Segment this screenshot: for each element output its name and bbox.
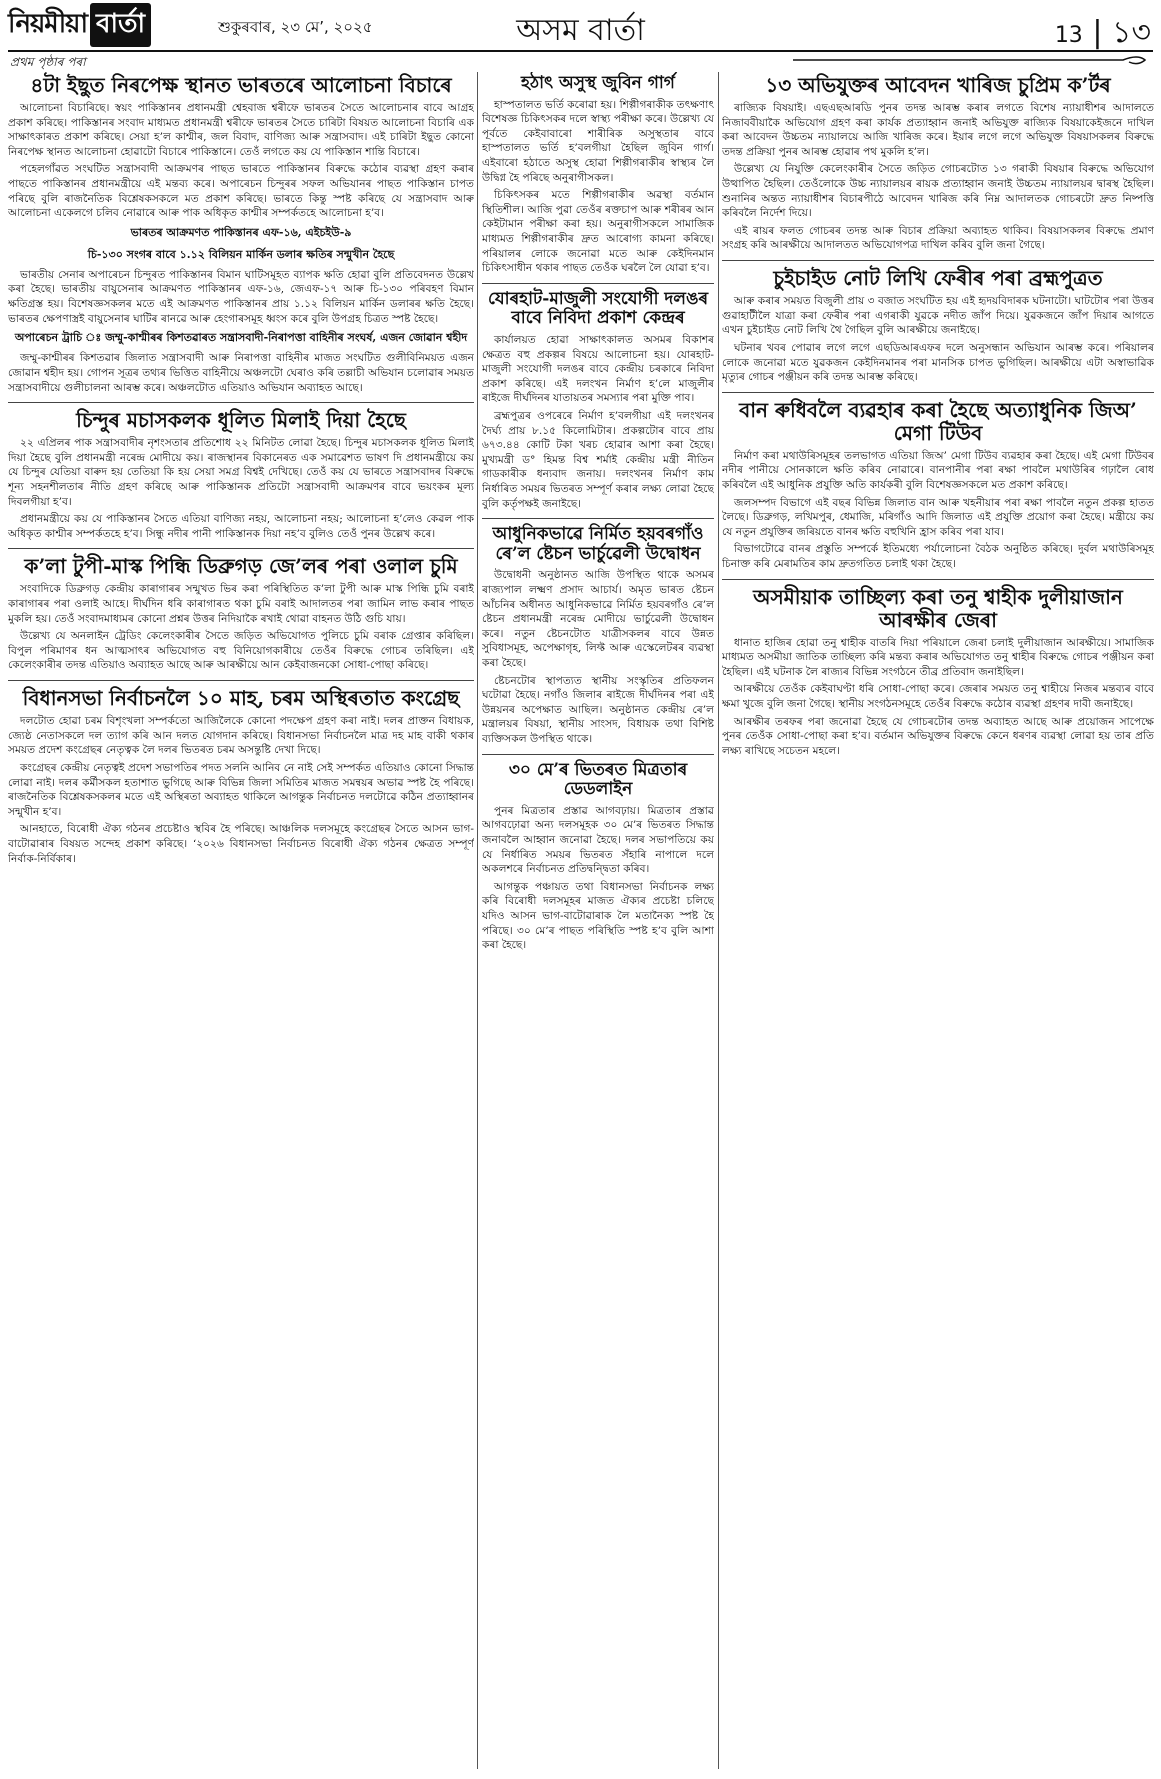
section-title: অসম বাৰ্তা xyxy=(516,13,645,48)
decorative-swirl-icon xyxy=(793,52,1153,68)
continued-from-front-label: প্ৰথম পৃষ্ঠাৰ পৰা xyxy=(10,55,86,69)
article-majuli-bridge xyxy=(482,290,714,519)
article-paragraph: আৰু কৰাৰ সময়ত বিজুলী প্ৰায় ৩ বজাত সংঘটিত হয় এই হৃদয়বিদাৰক ঘটনাটো। ঘাটটোৰ পৰা উত্তৰ গুৱাহাটীলৈ যাত্ৰা কৰা ফেৰীৰ পৰা এগৰাকী যুৱকে নদীত জাঁপ দিয়ে। যুৱকজনে জাঁপ দিয়াৰ আগতে এখন চুইচাইড নোট লিখি থৈ গৈছিল বুলি আৰক্ষীয়ে জনাইছে। xyxy=(722,295,1154,337)
article-paragraph: এই ৰায়ৰ ফলত গোচৰৰ তদন্ত আৰু বিচাৰ প্ৰক্ৰিয়া অব্যাহত থাকিব। বিষয়াসকলৰ বিৰুদ্ধে প্ৰমাণ সংগ্ৰহ কৰি আৰক্ষীয়ে আদালতত অভিযোগপত্ৰ দাখিল কৰিব বুলি জনা গৈছে। xyxy=(722,224,1154,252)
article-congress xyxy=(8,687,474,873)
headline: ক’লা টুপী-মাস্ক পিন্ধি ডিব্ৰুগড় জে’লৰ পৰা ওলাল চুমি xyxy=(24,554,458,579)
subheading: চি-১৩০ সংগৰ বাবে ১.১২ বিলিয়ন মাৰ্কিন ডলাৰ ক্ষতিৰ সন্মুখীন হৈছে xyxy=(87,247,395,261)
headline: বান ৰুধিবলৈ ব্যৱহাৰ কৰা হৈছে অত্যাধুনিক জিঅ’ মেগা টিউব xyxy=(739,397,1137,445)
article-paragraph: আলোচনা বিচাৰিছে। স্বয়ং পাকিস্তানৰ প্ৰধানমন্ত্ৰী শ্বেহবাজ শ্বৰীফে ভাৰতৰ সৈতে আলোচনাৰ বাবে আগ্ৰহ প্ৰকাশ কৰিছে। পাকিস্তানৰ সংবাদ মাধ্যমত প্ৰধানমন্ত্ৰী শ্বৰীফে ভাৰতৰ সৈতে চাৰিটা বিষয়ত আলোচনা বিচাৰি এক সাক্ষাৎকাৰত প্ৰকাশ কৰিছে। সেয়া হ’ল কাশ্মীৰ, জল বিবাদ, বাণিজ্য আৰু সন্ত্ৰাসবাদ। এই চাৰিটা ইছুত কোনো নিৰপেক্ষ স্থানত আলোচনা হোৱাটো বিচাৰে পাকিস্তানে। তেওঁ লগতে কয় যে পাকিস্তান শান্তি বিচাৰে। xyxy=(8,102,474,158)
article-paragraph: ধানাত হাজিৰ হোৱা তনু শ্বাহীক বাতৰি দিয়া পৰিয়ালে জেৰা চলাই দুলীয়াজান আৰক্ষীয়ে। সামাজিক মাধ্যমত অসমীয়া জাতিক তাচ্ছিল্য কৰি মন্তব্য কৰাৰ অভিযোগত তনু শ্বাহীৰ বিৰুদ্ধে গোচৰ পঞ্জীয়ন কৰা হৈছিল। এই ঘটনাক লৈ ৰাজ্যৰ বিভিন্ন সংগঠনে তীব্ৰ প্ৰতিবাদ জনাইছিল। xyxy=(722,636,1154,678)
article-paragraph: উদ্বোধনী অনুষ্ঠানত আজি উপস্থিত থাকে অসমৰ ৰাজ্যপাল লক্ষ্মণ প্ৰসাদ আচাৰ্য। অমৃত ভাৰত ষ্টেচন আঁচনিৰ অধীনত আধুনিকভাৱে নিৰ্মিত হয়বৰগাঁও ৰে’ল ষ্টেচন প্ৰধানমন্ত্ৰী নৰেন্দ্ৰ মোদীয়ে ভাৰ্চুৱেলী উদ্বোধন কৰে। নতুন ষ্টেচনটোত যাত্ৰীসকলৰ বাবে উন্নত সুবিধাসমূহ, অপেক্ষাগৃহ, লিফ্ট আৰু এস্কেলেটৰৰ ব্যৱস্থা কৰা হৈছে। xyxy=(482,569,714,670)
article-tanu-shahi xyxy=(722,586,1154,766)
headline: ৩০ মে’ৰ ভিতৰত মিত্ৰতাৰ ডেডলাইন xyxy=(508,759,688,800)
article-paragraph: দলটোত হোৱা চৰম বিশৃংখলা সম্পৰ্কতো আজিলৈকে কোনো পদক্ষেপ গ্ৰহণ কৰা নাই। দলৰ প্ৰাক্তন বিধায়ক, জ্যেষ্ঠ নেতাসকলে দল ত্যাগ কৰি আন দলত যোগদান কৰিছে। বিধানসভা নিৰ্বাচনলৈ মাত্ৰ দহ মাহ বাকী থকাৰ সময়ত প্ৰদেশ কংগ্ৰেছৰ নেতৃত্বক লৈ দলৰ ভিতৰত চৰম অসন্তুষ্টি দেখা দিছে। xyxy=(8,715,474,757)
article-paragraph: ২২ এপ্ৰিলৰ পাক সন্ত্ৰাসবাদীৰ নৃশংসতাৰ প্ৰতিশোধ ২২ মিনিটত লোৱা হৈছে। চিন্দুৰ মচাসকলক ধূলিত মিলাই দিয়া হৈছে বুলি প্ৰধানমন্ত্ৰী নৰেন্দ্ৰ মোদীয়ে কয়। ৰাজস্থানৰ বিকানেৰত এক সমাৱেশত ভাষণ দি প্ৰধানমন্ত্ৰীয়ে কয় যে চিন্দুৰ যেতিয়া বাৰুদ হয় তেতিয়া কি হয় সেয়া সমগ্ৰ বিশ্বই দেখিছে। তেওঁ কয় যে ভাৰতে সন্ত্ৰাসবাদৰ বিৰুদ্ধে শূন্য সহনশীলতাৰ নীতি গ্ৰহণ কৰিছে আৰু পাকিস্তানক প্ৰতিটো সন্ত্ৰাসবাদী আক্ৰমণৰ বাবে ভয়ংকৰ মূল্য দিবলগীয়া হ’ব। xyxy=(8,437,474,508)
article-ferry-suicide xyxy=(722,267,1154,393)
article-paragraph: হাস্পতালত ভৰ্তি কৰোৱা হয়। শিল্পীগৰাকীক তৎক্ষণাৎ বিশেষজ্ঞ চিকিৎসকৰ দলে স্বাস্থ্য পৰীক্ষা কৰে। উল্লেখ্য যে পূৰ্বতে কেইবাবাৰো শাৰীৰিক অসুস্থতাৰ বাবে হাস্পতালত ভৰ্তি হ’বলগীয়া হৈছিল জুবিন গাৰ্গ। এইবাৰো হঠাতে অসুস্থ হোৱা শিল্পীগৰাকীৰ স্বাস্থ্যৰ লৈ উদ্বিগ্ন হৈ পৰিছে অনুৰাগীসকল। xyxy=(482,98,714,184)
article-alliance-deadline xyxy=(482,761,714,960)
headline: হঠাৎ অসুস্থ জুবিন গাৰ্গ xyxy=(521,73,675,93)
article-paragraph: বিভাগটোৱে বানৰ প্ৰস্তুতি সম্পৰ্কে ইতিমধ্যে পৰ্যালোচনা বৈঠক অনুষ্ঠিত কৰিছে। দুৰ্বল মথাউৰিসমূহ চিনাক্ত কৰি মেৰামতিৰ কাম দ্ৰুতগতিত চলাই থকা হৈছে। xyxy=(722,543,1154,571)
article-paragraph: আৰক্ষীৰ তৰফৰ পৰা জনোৱা হৈছে যে গোচৰটোৰ তদন্ত অব্যাহত আছে আৰু প্ৰয়োজন সাপেক্ষে পুনৰ তেওঁক সোধা-পোছা কৰা হ’ব। বৰ্তমান অভিযুক্তৰ বিৰুদ্ধে কেনে ধৰণৰ ব্যৱস্থা লোৱা হয় তাৰ প্ৰতি লক্ষ্য ৰাখিছে সচেতন মহলে। xyxy=(722,715,1154,757)
article-paragraph: সংবাদিকে ডিব্ৰুগড় কেন্দ্ৰীয় কাৰাগাৰৰ সন্মুখত ভিৰ কৰা পৰিস্থিতিত ক’লা টুপী আৰু মাস্ক পিন্ধি চুমি বৰাই কাৰাগাৰৰ পৰা ওলাই আহে। দীৰ্ঘদিন ধৰি কাৰাগাৰত থকা চুমি বৰাই আদালতৰ পৰা জামিন লাভ কৰাৰ পাছত মুকলি হয়। তেওঁ সংবাদমাধ্যমৰ কোনো প্ৰশ্নৰ উত্তৰ নিদিয়াকৈ ৰখাই থোৱা বাহনত উঠি গুচি যায়। xyxy=(8,583,474,625)
page-number-divider: | xyxy=(1092,15,1103,50)
logo-right-text: বাৰ্তা xyxy=(90,3,151,47)
article-paragraph: ৰাজ্যিক বিষয়াই। এছএছআৰডি পুনৰ তদন্ত আৰম্ভ কৰাৰ লগতে বিশেষ ন্যায়াধীশৰ আদালতে নিজাববীয়াকৈ অভিযোগ গ্ৰহণ কৰা কাৰ্যক প্ৰত্যাহ্বান জনাই অভিযুক্ত ৰাজ্যিক বিষয়াকেইজনে দাখিল কৰা আবেদন উচ্চতম ন্যায়ালয়ে আজি খাৰিজ কৰে। ইয়াৰ লগে লগে অভিযুক্ত বিষয়াসকলৰ বিৰুদ্ধে তদন্ত প্ৰক্ৰিয়া পুনৰ আৰম্ভ হোৱাৰ পথ মুকলি হ’ল। xyxy=(722,102,1154,158)
column-divider xyxy=(718,72,719,1769)
article-zubeen-garg xyxy=(482,74,714,284)
article-paragraph: জলসম্পদ বিভাগে এই বছৰ বিভিন্ন জিলাত বান আৰু খহনীয়াৰ পৰা ৰক্ষা পাবলৈ নতুন প্ৰকল্প হাতত লৈছে। ডিব্ৰুগড়, লখিমপুৰ, ধেমাজি, মৰিগাঁও আদি জিলাত এই প্ৰযুক্তি প্ৰয়োগ কৰা হৈছে। মন্ত্ৰীয়ে কয় যে নতুন প্ৰযুক্তিৰ জৰিয়তে বানৰ ক্ষতি বহুখিনি হ্ৰাস কৰিব পৰা যাব। xyxy=(722,496,1154,538)
column-right xyxy=(722,72,1154,1769)
column-divider xyxy=(477,72,478,1769)
article-paragraph: আনহাতে, বিৰোধী ঐক্য গঠনৰ প্ৰচেষ্টাও স্থবিৰ হৈ পৰিছে। আঞ্চলিক দলসমূহে কংগ্ৰেছৰ সৈতে আসন ভাগ-বাটোৱাৰাৰ বিষয়ত সন্দেহ প্ৰকাশ কৰিছে। ‘২০২৬ বিধানসভা নিৰ্বাচনত বিৰোধী ঐক্য গঠনৰ ক্ষেত্ৰত সম্পূৰ্ণ নিৰ্বাক-নিৰ্বিকাৰ। xyxy=(8,823,474,865)
headline: যোৰহাট-মাজুলী সংযোগী দলঙৰ বাবে নিবিদা প্ৰকাশ কেন্দ্ৰৰ xyxy=(487,288,709,329)
subheading: ভাৰতৰ আক্ৰমণত পাকিস্তানৰ এফ-১৬, এইচইউ-৯ xyxy=(130,225,352,239)
article-paragraph: আৰক্ষীয়ে তেওঁক কেইবাঘণ্টা ধৰি সোধা-পোছা কৰে। জেৰাৰ সময়ত তনু শ্বাহীয়ে নিজৰ মন্তব্যৰ বাবে ক্ষমা খুজে বুলি জনা গৈছে। স্থানীয় সংগঠনসমূহে তেওঁৰ বিৰুদ্ধে কঠোৰ ব্যৱস্থা গ্ৰহণৰ দাবী জনাইছে। xyxy=(722,683,1154,711)
headline: চুইচাইড নোট লিখি ফেৰীৰ পৰা ব্ৰহ্মপুত্ৰত xyxy=(773,266,1103,291)
masthead xyxy=(0,0,1161,52)
issue-date: শুকুৰবাৰ, ২৩ মে’, ২০২৫ xyxy=(218,18,373,36)
article-india-talks xyxy=(8,74,474,403)
headline: আধুনিকভাৱে নিৰ্মিত হয়বৰগাঁও ৰে’ল ষ্টেচন ভাৰ্চুৱেলী উদ্বোধন xyxy=(492,524,704,564)
article-paragraph: চিকিৎসকৰ মতে শিল্পীগৰাকীৰ অৱস্থা বৰ্তমান স্থিতিশীল। আজি পুৱা তেওঁৰ ৰক্তচাপ আৰু শৰীৰৰ আন কেইটামান পৰীক্ষা কৰা হয়। অনুৰাগীসকলে সামাজিক মাধ্যমত শিল্পীগৰাকীৰ দ্ৰুত আৰোগ্য কামনা কৰিছে। পৰিয়ালৰ লোকে জনোৱা মতে আৰু কেইদিনমান চিকিৎসাধীন থকাৰ পাছত তেওঁক ঘৰলৈ লৈ যোৱা হ’ব। xyxy=(482,189,714,275)
article-paragraph: ভাৰতীয় সেনাৰ অপাৰেচন চিন্দুৰত পাকিস্তানৰ বিমান ঘাটিসমূহত ব্যাপক ক্ষতি হোৱা বুলি প্ৰতিবেদনত উল্লেখ কৰা হৈছে। ভাৰতীয় বায়ুসেনাৰ আক্ৰমণত পাকিস্তানৰ এফ-১৬, জেএফ-১৭ আৰু চি-১৩০ পৰিবহণ বিমান ক্ষতিগ্ৰস্ত হয়। বিশেষজ্ঞসকলৰ মতে এই আক্ৰমণত পাকিস্তানৰ প্ৰায় ১.১২ বিলিয়ন মাৰ্কিন ডলাৰৰ ক্ষতি হৈছে। ভাৰতৰ ক্ষেপণাস্ত্ৰই বায়ুসেনাৰ ঘাটিৰ ৰানৱে আৰু হেংগাৰসমূহ ধ্বংস কৰে বুলি উপগ্ৰহ চিত্ৰত স্পষ্ট হৈছে। xyxy=(8,268,474,325)
article-geo-mega-tube xyxy=(722,399,1154,580)
article-paragraph: উল্লেখ্য যে অনলাইন ট্ৰেডিং কেলেংকাৰীৰ সৈতে জড়িত অভিযোগত পুলিচে চুমি বৰাক গ্ৰেপ্তাৰ কৰিছিল। বিপুল পৰিমাণৰ ধন আত্মসাৎৰ অভিযোগত বহু বিনিয়োগকাৰীয়ে তেওঁৰ বিৰুদ্ধে গোচৰ তৰিছিল। এই কেলেংকাৰীৰ তদন্ত এতিয়াও অব্যাহত আছে আৰু আৰক্ষীয়ে আন কেইবাজনকো সোধা-পোছা কৰিছে। xyxy=(8,630,474,672)
article-paragraph: নিৰ্মাণ কৰা মথাউৰিসমূহৰ তলভাগত এতিয়া জিঅ’ মেগা টিউব ব্যৱহাৰ কৰা হৈছে। এই মেগা টিউবৰ নদীৰ পানীয়ে সোনকালে ক্ষতি কৰিব নোৱাৰে। বানপানীৰ পৰা ৰক্ষা পাবলৈ মথাউৰিৰ গঢ়ালৈ ৰোধ কৰিবলৈ এই আধুনিক প্ৰযুক্তি অতি কাৰ্যকৰী বুলি বিশেষজ্ঞসকলে মত প্ৰকাশ কৰিছে। xyxy=(722,449,1154,491)
headline: ১৩ অভিযুক্তৰ আবেদন খাৰিজ চুপ্ৰিম ক’ৰ্টৰ xyxy=(765,73,1111,97)
logo-left-text: নিয়মীয়া xyxy=(8,9,88,39)
article-paragraph: প্ৰধানমন্ত্ৰীয়ে কয় যে পাকিস্তানৰ সৈতে এতিয়া বাণিজ্য নহয়, আলোচনা নহয়; আলোচনা হ’লেও কেৱল পাক অধিকৃত কাশ্মীৰ সম্পৰ্কতহে হ’ব। সিন্ধু নদীৰ পানী পাকিস্তানক দিয়া নহ’ব বুলিও তেওঁ পুনৰ উল্লেখ কৰে। xyxy=(8,513,474,540)
article-paragraph: পুনৰ মিত্ৰতাৰ প্ৰস্তাৱ আগবঢ়ায়। মিত্ৰতাৰ প্ৰস্তাৱ আগবঢ়োৱা অন্য দলসমূহক ৩০ মে’ৰ ভিতৰত সিদ্ধান্ত জনাবলৈ আহ্বান জনোৱা হৈছে। দলৰ সভাপতিয়ে কয় যে নিৰ্ধাৰিত সময়ৰ ভিতৰত সঁহাৰি নাপালে দলে অকলশৰে নিৰ্বাচনত প্ৰতিদ্বন্দ্বিতা কৰিব। xyxy=(482,804,714,876)
article-paragraph: কাৰ্যালয়ত হোৱা সাক্ষাৎকালত অসমৰ বিকাশৰ ক্ষেত্ৰত বহু প্ৰকল্পৰ বিষয়ে আলোচনা হয়। যোৰহাট-মাজুলী সংযোগী দলঙৰ বাবে কেন্দ্ৰীয় চৰকাৰে নিবিদা প্ৰকাশ কৰিছে। এই দলংখন নিৰ্মাণ হ’লে মাজুলীৰ ৰাইজে দীৰ্ঘদিনৰ যাতায়তৰ সমস্যাৰ পৰা মুক্তি পাব। xyxy=(482,333,714,405)
headline: বিধানসভা নিৰ্বাচনলৈ ১০ মাহ, চৰম অস্থিৰতাত কংগ্ৰেছ xyxy=(22,686,460,711)
column-left xyxy=(8,72,474,1769)
article-supreme-court xyxy=(722,74,1154,261)
page-number-latin: 13 xyxy=(1054,23,1083,48)
article-paragraph: ব্ৰহ্মপুত্ৰৰ ওপৰেৰে নিৰ্মাণ হ’বলগীয়া এই দলংখনৰ দৈৰ্ঘ্য প্ৰায় ৮.১৫ কিলোমিটাৰ। প্ৰকল্পটোৰ বাবে প্ৰায় ৬৭৩.৪৪ কোটি টকা খৰচ হোৱাৰ আশা কৰা হৈছে। মুখ্যমন্ত্ৰী ড° হিমন্ত বিশ্ব শৰ্মাই কেন্দ্ৰীয় মন্ত্ৰী নীতিন গাডকাৰীক ধন্যবাদ জনায়। দলংখনৰ নিৰ্মাণ কাম নিৰ্ধাৰিত সময়ৰ ভিতৰত সম্পূৰ্ণ কৰাৰ লক্ষ্য লোৱা হৈছে বুলি কৰ্তৃপক্ষই জনাইছে। xyxy=(482,410,714,510)
article-paragraph: পহেলগাঁৱত সংঘটিত সন্ত্ৰাসবাদী আক্ৰমণৰ পাছত ভাৰতে পাকিস্তানৰ বিৰুদ্ধে কঠোৰ ব্যৱস্থা গ্ৰহণ কৰাৰ পাছতে পাকিস্তানৰ প্ৰধানমন্ত্ৰীয়ে এই মন্তব্য কৰে। অপাৰেচন চিন্দুৰৰ সফল অভিযানৰ পাছত পাকিস্তান চাপত পৰিছে বুলি ৰাজনৈতিক বিশ্লেষকসকলে মত প্ৰকাশ কৰিছে। ভাৰতে কিন্তু স্পষ্ট কৰিছে যে সন্ত্ৰাসবাদ আৰু আলোচনা একেলগে চলিব নোৱাৰে আৰু পাক অধিকৃত কাশ্মীৰ সম্পৰ্কতহে আলোচনা হ’ব। xyxy=(8,163,474,220)
article-paragraph: উল্লেখ্য যে নিযুক্তি কেলেংকাৰীৰ সৈতে জড়িত গোচৰটোত ১৩ গৰাকী বিষয়াৰ বিৰুদ্ধে অভিযোগ উত্থাপিত হৈছিল। তেওঁলোকে উচ্চ ন্যায়ালয়ৰ ৰায়ক প্ৰত্যাহ্বান জনাই উচ্চতম ন্যায়ালয়ৰ দ্বাৰস্থ হৈছিল। শুনানিৰ অন্তত ন্যায়াধীশৰ বিচাৰপীঠে আবেদন খাৰিজ কৰি নিম্ন আদালতক গোচৰটো দ্ৰুত নিষ্পত্তি কৰিবলৈ নিৰ্দেশ দিয়ে। xyxy=(722,163,1154,220)
column-middle xyxy=(482,72,714,1769)
headline: চিন্দুৰ মচাসকলক ধূলিত মিলাই দিয়া হৈছে xyxy=(76,408,406,433)
headline: অসমীয়াক তাচ্ছিল্য কৰা তনু শ্বাহীক দুলীয়াজান আৰক্ষীৰ জেৰা xyxy=(753,584,1123,632)
article-paragraph: কংগ্ৰেছৰ কেন্দ্ৰীয় নেতৃত্বই প্ৰদেশ সভাপতিৰ পদত সলনি আনিব নে নাই সেই সম্পৰ্কত এতিয়াও কোনো সিদ্ধান্ত লোৱা নাই। দলৰ কৰ্মীসকল হতাশাত ভুগিছে আৰু বিভিন্ন জিলা সমিতিৰ মাজত সমন্বয়ৰ অভাৱ স্পষ্ট হৈ পৰিছে। ৰাজনৈতিক বিশ্লেষকসকলৰ মতে এই অস্থিৰতা অব্যাহত থাকিলে আগন্তুক নিৰ্বাচনত দলটোৱে কঠিন প্ৰত্যাহ্বানৰ সন্মুখীন হ’ব। xyxy=(8,761,474,818)
page-number-assamese: ১৩ xyxy=(1112,15,1151,50)
subheading: অপাৰেচন ট্ৰাচি ঃ জম্মু-কাশ্মীৰৰ কিশতৱাৰত সন্ত্ৰাসবাদী-নিৰাপত্তা বাহিনীৰ সংঘৰ্ষ, এজন জোৱান শ্বহীদ xyxy=(14,331,468,345)
article-paragraph: জম্মু-কাশ্মীৰৰ কিশতৱাৰ জিলাত সন্ত্ৰাসবাদী আৰু নিৰাপত্তা বাহিনীৰ মাজত সংঘটিত গুলীবিনিময়ত এজন জোৱান শ্বহীদ হয়। গোপন সূত্ৰৰ তথ্যৰ ভিত্তিত বাহিনীয়ে অঞ্চলটো ঘেৰাও কৰি তল্লাচী অভিযান চলোৱাৰ সময়ত সন্ত্ৰাসবাদীয়ে গুলীচালনা আৰম্ভ কৰে। অঞ্চলটোত এতিয়াও অভিযান অব্যাহত আছে। xyxy=(8,352,474,394)
headline: ৪টা ইছুত নিৰপেক্ষ স্থানত ভাৰতৰে আলোচনা বিচাৰে xyxy=(30,73,452,97)
article-sindoor xyxy=(8,409,474,549)
article-haiborgaon-station xyxy=(482,525,714,754)
article-paragraph: আগন্তুক পঞ্চায়ত তথা বিধানসভা নিৰ্বাচনক লক্ষ্য কৰি বিৰোধী দলসমূহৰ মাজত ঐক্যৰ প্ৰচেষ্টা চলিছে যদিও আসন ভাগ-বাটোৱাৰাক লৈ মতানৈক্য স্পষ্ট হৈ পৰিছে। ৩০ মে’ৰ পাছত পৰিস্থিতি স্পষ্ট হ’ব বুলি আশা কৰা হৈছে। xyxy=(482,880,714,952)
article-paragraph: ঘটনাৰ খবৰ পোৱাৰ লগে লগে এছডিআৰএফৰ দলে অনুসন্ধান অভিযান আৰম্ভ কৰে। পৰিয়ালৰ লোকে জনোৱা মতে যুৱকজন কেইদিনমানৰ পৰা মানসিক চাপত ভুগিছিল। আৰক্ষীয়ে এটা অস্বাভাৱিক মৃত্যুৰ গোচৰ পঞ্জীয়ন কৰি তদন্ত আৰম্ভ কৰিছে। xyxy=(722,341,1154,384)
article-sumi-borah xyxy=(8,555,474,681)
article-paragraph: ষ্টেচনটোৰ স্থাপত্যত স্থানীয় সংস্কৃতিৰ প্ৰতিফলন ঘটোৱা হৈছে। নগাঁও জিলাৰ ৰাইজে দীৰ্ঘদিনৰ পৰা এই উন্নয়নৰ অপেক্ষাত আছিল। অনুষ্ঠানত কেন্দ্ৰীয় ৰে’ল মন্ত্ৰালয়ৰ বিষয়া, স্থানীয় সাংসদ, বিধায়ক তথা বিশিষ্ট ব্যক্তিসকল উপস্থিত থাকে। xyxy=(482,674,714,746)
